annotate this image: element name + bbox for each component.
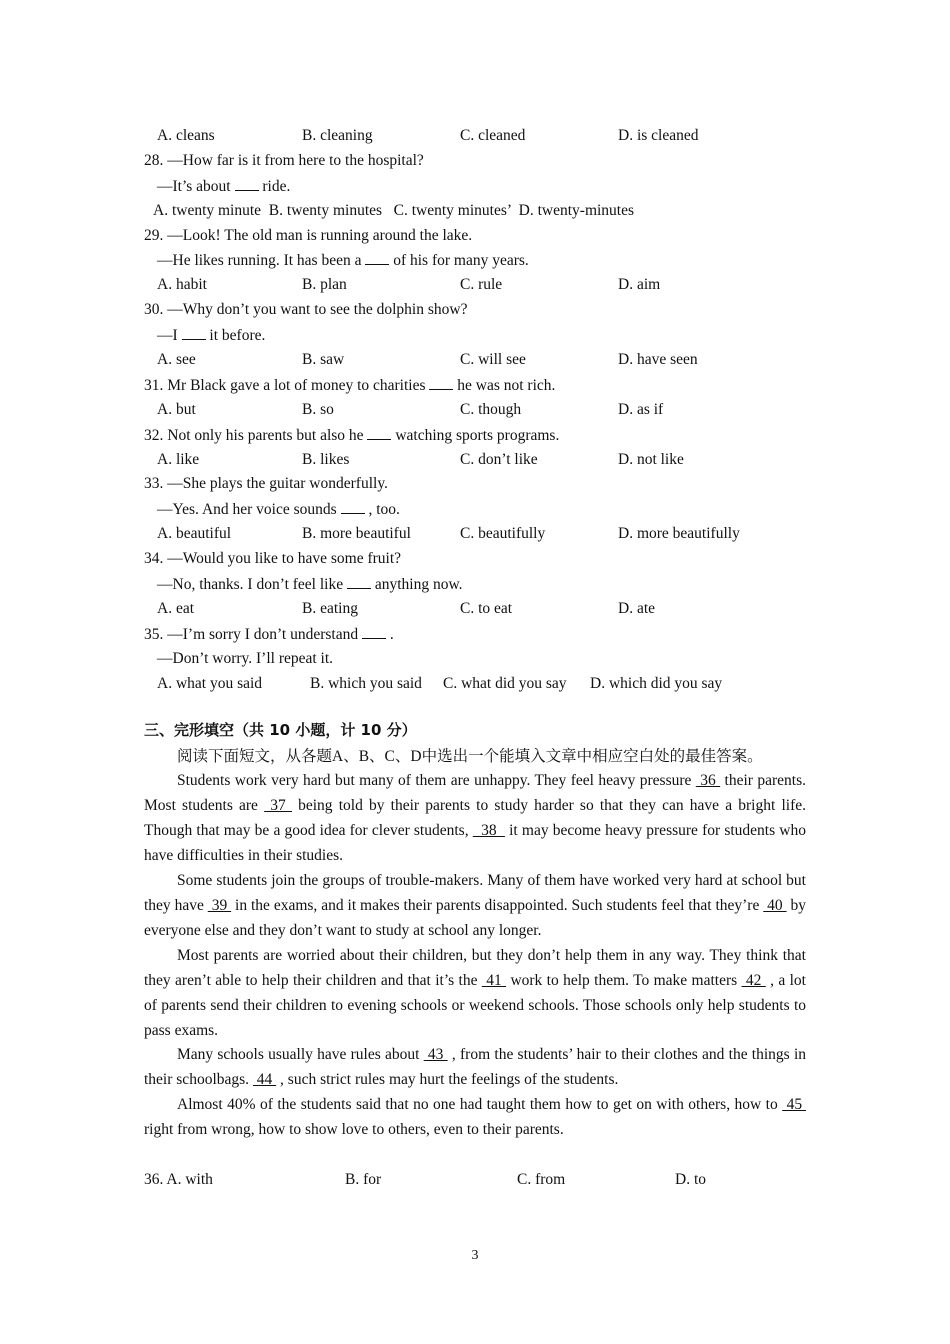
q28-stem: 28. —How far is it from here to the hospital? xyxy=(144,151,424,169)
q34-option-a: A. eat xyxy=(157,599,195,617)
answer-blank xyxy=(367,423,391,440)
q30-option-c: C. will see xyxy=(460,351,526,369)
q33-option-a: A. beautiful xyxy=(157,525,232,543)
q31-option-b: B. so xyxy=(302,400,334,418)
q31-option-d: D. as if xyxy=(618,400,664,418)
q29-option-d: D. aim xyxy=(618,276,661,294)
q30-stem: 30. —Why don’t you want to see the dolphin show? xyxy=(144,301,468,319)
q35-reply: —Don’t worry. I’ll repeat it. xyxy=(157,649,334,667)
q34-option-b: B. eating xyxy=(302,599,358,617)
q36-options xyxy=(144,1168,806,1193)
blank-39: 39 xyxy=(207,897,232,915)
q32-stem: 32. Not only his parents but also he watching sports programs. xyxy=(144,423,806,448)
answer-blank xyxy=(365,248,389,265)
passage-paragraph-2: Some students join the groups of trouble-makers. Many of them have worked very hard at school but they have 39 in the exams, and it makes their parents disappointed. Such students feel that they’re 40 by everyone else and they don’t want to study at school any longer. xyxy=(144,872,807,939)
q33-option-b: B. more beautiful xyxy=(302,525,411,543)
q32-option-b: B. likes xyxy=(302,450,350,468)
blank-45: 45 xyxy=(782,1096,806,1114)
q28-reply: —It’s about ride. xyxy=(144,174,806,199)
q32-options xyxy=(144,448,806,473)
q29-reply: —He likes running. It has been a of his for many years. xyxy=(144,248,806,273)
q33-option-d: D. more beautifully xyxy=(618,525,740,543)
q27-option-a: A. cleans xyxy=(157,127,215,144)
q34-options xyxy=(144,597,806,622)
blank-36: 36 xyxy=(695,772,721,790)
q30-option-d: D. have seen xyxy=(618,351,698,369)
answer-blank xyxy=(362,622,386,639)
blank-38: 38 xyxy=(472,822,505,840)
q34-option-c: C. to eat xyxy=(460,599,513,617)
answer-blank xyxy=(235,174,259,191)
q35-option-c: C. what did you say xyxy=(443,674,567,692)
q29-option-a: A. habit xyxy=(157,276,207,294)
blank-43: 43 xyxy=(423,1046,448,1064)
q29-options xyxy=(144,273,806,298)
answer-blank xyxy=(182,323,206,340)
blank-37: 37 xyxy=(264,797,292,815)
answer-blank xyxy=(429,373,453,390)
q34-option-d: D. ate xyxy=(618,599,656,617)
blank-44: 44 xyxy=(252,1071,277,1089)
q31-option-c: C. though xyxy=(460,400,522,418)
blank-41: 41 xyxy=(481,971,507,989)
section-title: 三、完形填空（共 10 小题，计 10 分） xyxy=(144,721,417,740)
q32-option-d: D. not like xyxy=(618,450,684,468)
q27-option-d: D. is cleaned xyxy=(618,127,699,144)
q27-options xyxy=(144,124,806,149)
q31-stem: 31. Mr Black gave a lot of money to charities he was not rich. xyxy=(144,373,806,398)
q33-options xyxy=(144,522,806,547)
q35-options xyxy=(144,672,806,697)
q34-reply: —No, thanks. I don’t feel like anything now. xyxy=(144,572,806,597)
blank-42: 42 xyxy=(741,971,766,989)
q31-option-a: A. but xyxy=(157,400,196,418)
passage-paragraph-3: Most parents are worried about their children, but they don’t help them in any way. They think that they aren’t able to help their children and that it’s the 41 work to help them. To make matters 42 , a lot of parents send their children to evening schools or weekend schools. Those schools only help students to pass exams. xyxy=(144,946,806,1039)
q30-reply: —I it before. xyxy=(144,323,806,348)
q29-option-c: C. rule xyxy=(460,276,503,294)
q35-option-a: A. what you said xyxy=(157,674,263,692)
q29-option-b: B. plan xyxy=(302,276,347,294)
q36-option-d: D. to xyxy=(675,1171,706,1189)
q30-options xyxy=(144,348,806,373)
passage-paragraph-5: Almost 40% of the students said that no one had taught them how to get on with others, how to 45 right from wrong, how to show love to others, even to their parents. xyxy=(144,1096,806,1139)
q35-option-b: B. which you said xyxy=(310,674,422,692)
q33-stem: 33. —She plays the guitar wonderfully. xyxy=(144,475,388,493)
q27-option-b: B. cleaning xyxy=(302,127,373,144)
q30-option-b: B. saw xyxy=(302,351,345,369)
q35-option-d: D. which did you say xyxy=(590,674,723,692)
q36-option-a: 36. A. with xyxy=(144,1171,213,1189)
blank-40: 40 xyxy=(763,897,787,915)
q32-option-a: A. like xyxy=(157,450,200,468)
q35-stem: 35. —I’m sorry I don’t understand . xyxy=(144,622,806,647)
answer-blank xyxy=(341,497,365,514)
page-number: 3 xyxy=(471,1248,479,1263)
answer-blank xyxy=(347,572,371,589)
q33-option-c: C. beautifully xyxy=(460,525,546,543)
q31-options xyxy=(144,398,806,423)
q36-option-c: C. from xyxy=(517,1171,566,1189)
q33-reply: —Yes. And her voice sounds , too. xyxy=(144,497,806,522)
passage-paragraph-1: Students work very hard but many of them are unhappy. They feel heavy pressure 36 their parents. Most students are 37 being told by their parents to study harder so that they can have a bright life. Though that may be a good idea for clever students, 38 it may become heavy pressure for students who have difficulties in their studies. xyxy=(144,772,806,865)
q27-option-c: C. cleaned xyxy=(460,127,526,144)
q28-options: A. twenty minute B. twenty minutes C. twenty minutes’ D. twenty-minutes xyxy=(153,201,635,219)
q32-option-c: C. don’t like xyxy=(460,450,538,468)
q30-option-a: A. see xyxy=(157,351,196,369)
q34-stem: 34. —Would you like to have some fruit? xyxy=(144,550,402,568)
section-instruction: 阅读下面短文，从各题A、B、C、D中选出一个能填入文章中相应空白处的最佳答案。 xyxy=(177,748,763,766)
exam-page xyxy=(144,124,806,1193)
q36-option-b: B. for xyxy=(345,1171,382,1189)
q29-stem: 29. —Look! The old man is running around the lake. xyxy=(144,226,473,244)
passage-paragraph-4: Many schools usually have rules about 43 , from the students’ hair to their clothes and the things in their schoolbags. 44 , such strict rules may hurt the feelings of the students. xyxy=(144,1046,806,1089)
